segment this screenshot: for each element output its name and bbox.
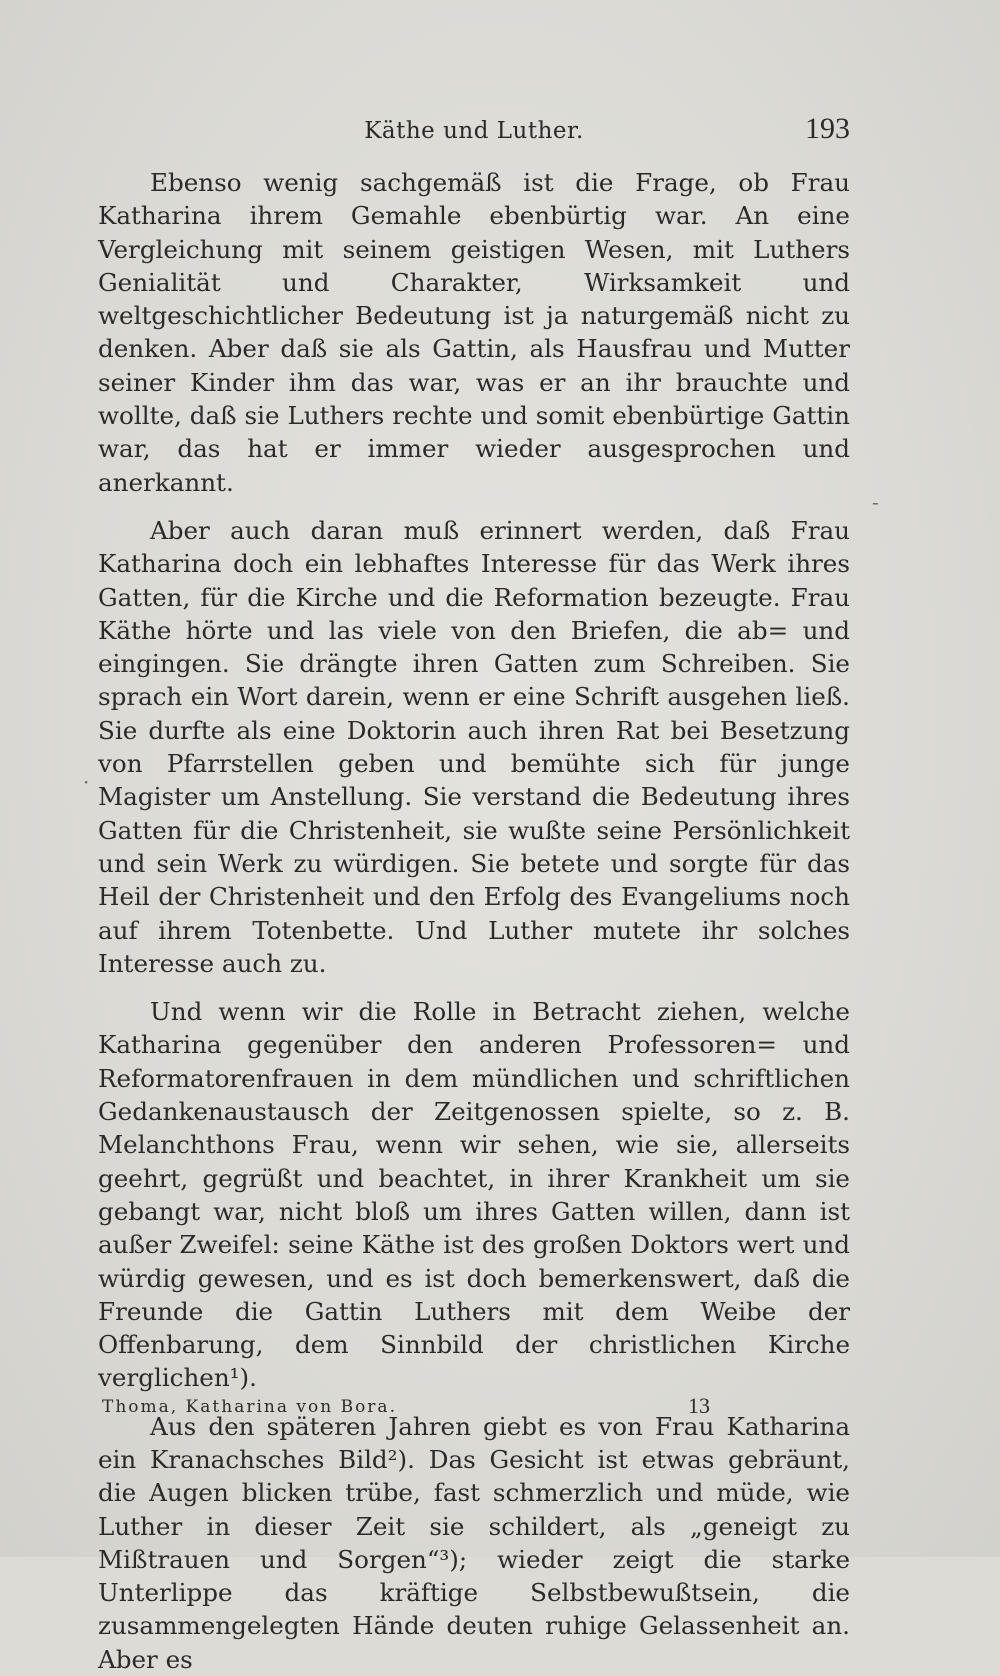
paragraph-4: Aus den späteren Jahren giebt es von Frau Katharina ein Kranachsches Bild²). Das Gesicht ist etwas gebräunt, die Augen blicken trübe, fast schmerzlich und müde, wie Luther in dieser Zeit sie schildert, als „geneigt zu Mißtrauen und Sorgen“³); wieder zeigt die starke Unterlippe das kräftige Selbstbewußtsein, die zusammengelegten Hände deuten ruhige Gelassenheit an. Aber es (98, 1411, 850, 1674)
page-number: 193 (805, 112, 850, 145)
margin-dot-mark: · (83, 770, 90, 794)
running-title: Käthe und Luther. (364, 118, 584, 144)
footer-signature-mark: 13 (688, 1393, 710, 1418)
page-footer (98, 1393, 850, 1423)
paragraph-3: Und wenn wir die Rolle in Betracht ziehen, welche Katharina gegenüber den anderen Professoren= und Reformatorenfrauen in dem mündlichen und schriftlichen Gedankenaustausch der Zeitgenossen spielte, so z. B. Melanchthons Frau, wenn wir sehen, wie sie, allerseits geehrt, gegrüßt und beachtet, in ihrer Krankheit um sie gebangt war, nicht bloß um ihres Gatten willen, dann ist außer Zweifel: seine Käthe ist des großen Doktors wert und würdig gewesen, und es ist doch bemerkenswert, daß die Freunde die Gattin Luthers mit dem Weibe der Offenbarung, dem Sinnbild der christlichen Kirche verglichen¹). (98, 997, 850, 1393)
margin-dash-mark: - (872, 490, 879, 514)
running-head (98, 112, 850, 152)
footer-author-title: Thoma, Katharina von Bora. (102, 1397, 397, 1417)
paragraph-2: Aber auch daran muß erinnert werden, daß Frau Katharina doch ein lebhaftes Interesse für das Werk ihres Gatten, für die Kirche und die Reformation bezeugte. Frau Käthe hörte und las viele von den Briefen, die ab= und eingingen. Sie drängte ihren Gatten zum Schreiben. Sie sprach ein Wort darein, wenn er eine Schrift ausgehen ließ. Sie durfte als eine Doktorin auch ihren Rat bei Besetzung von Pfarrstellen geben und bemühte sich für junge Magister um Anstellung. Sie verstand die Bedeutung ihres Gatten für die Christenheit, sie wußte seine Persönlichkeit und sein Werk zu würdigen. Sie betete und sorgte für das Heil der Christenheit und den Erfolg des Evangeliums noch auf ihrem Totenbette. Und Luther mutete ihr solches Interesse auch zu. (98, 515, 850, 978)
paragraph-1: Ebenso wenig sachgemäß ist die Frage, ob Frau Katharina ihrem Gemahle ebenbürtig war. An eine Vergleichung mit seinem geistigen Wesen, mit Luthers Genialität und Charakter, Wirksamkeit und weltgeschichtlicher Bedeutung ist ja naturgemäß nicht zu denken. Aber daß sie als Gattin, als Hausfrau und Mutter seiner Kinder ihm das war, was er an ihr brauchte und wollte, daß sie Luthers rechte und somit ebenbürtige Gattin war, das hat er immer wieder ausgesprochen und anerkannt. (98, 168, 850, 497)
